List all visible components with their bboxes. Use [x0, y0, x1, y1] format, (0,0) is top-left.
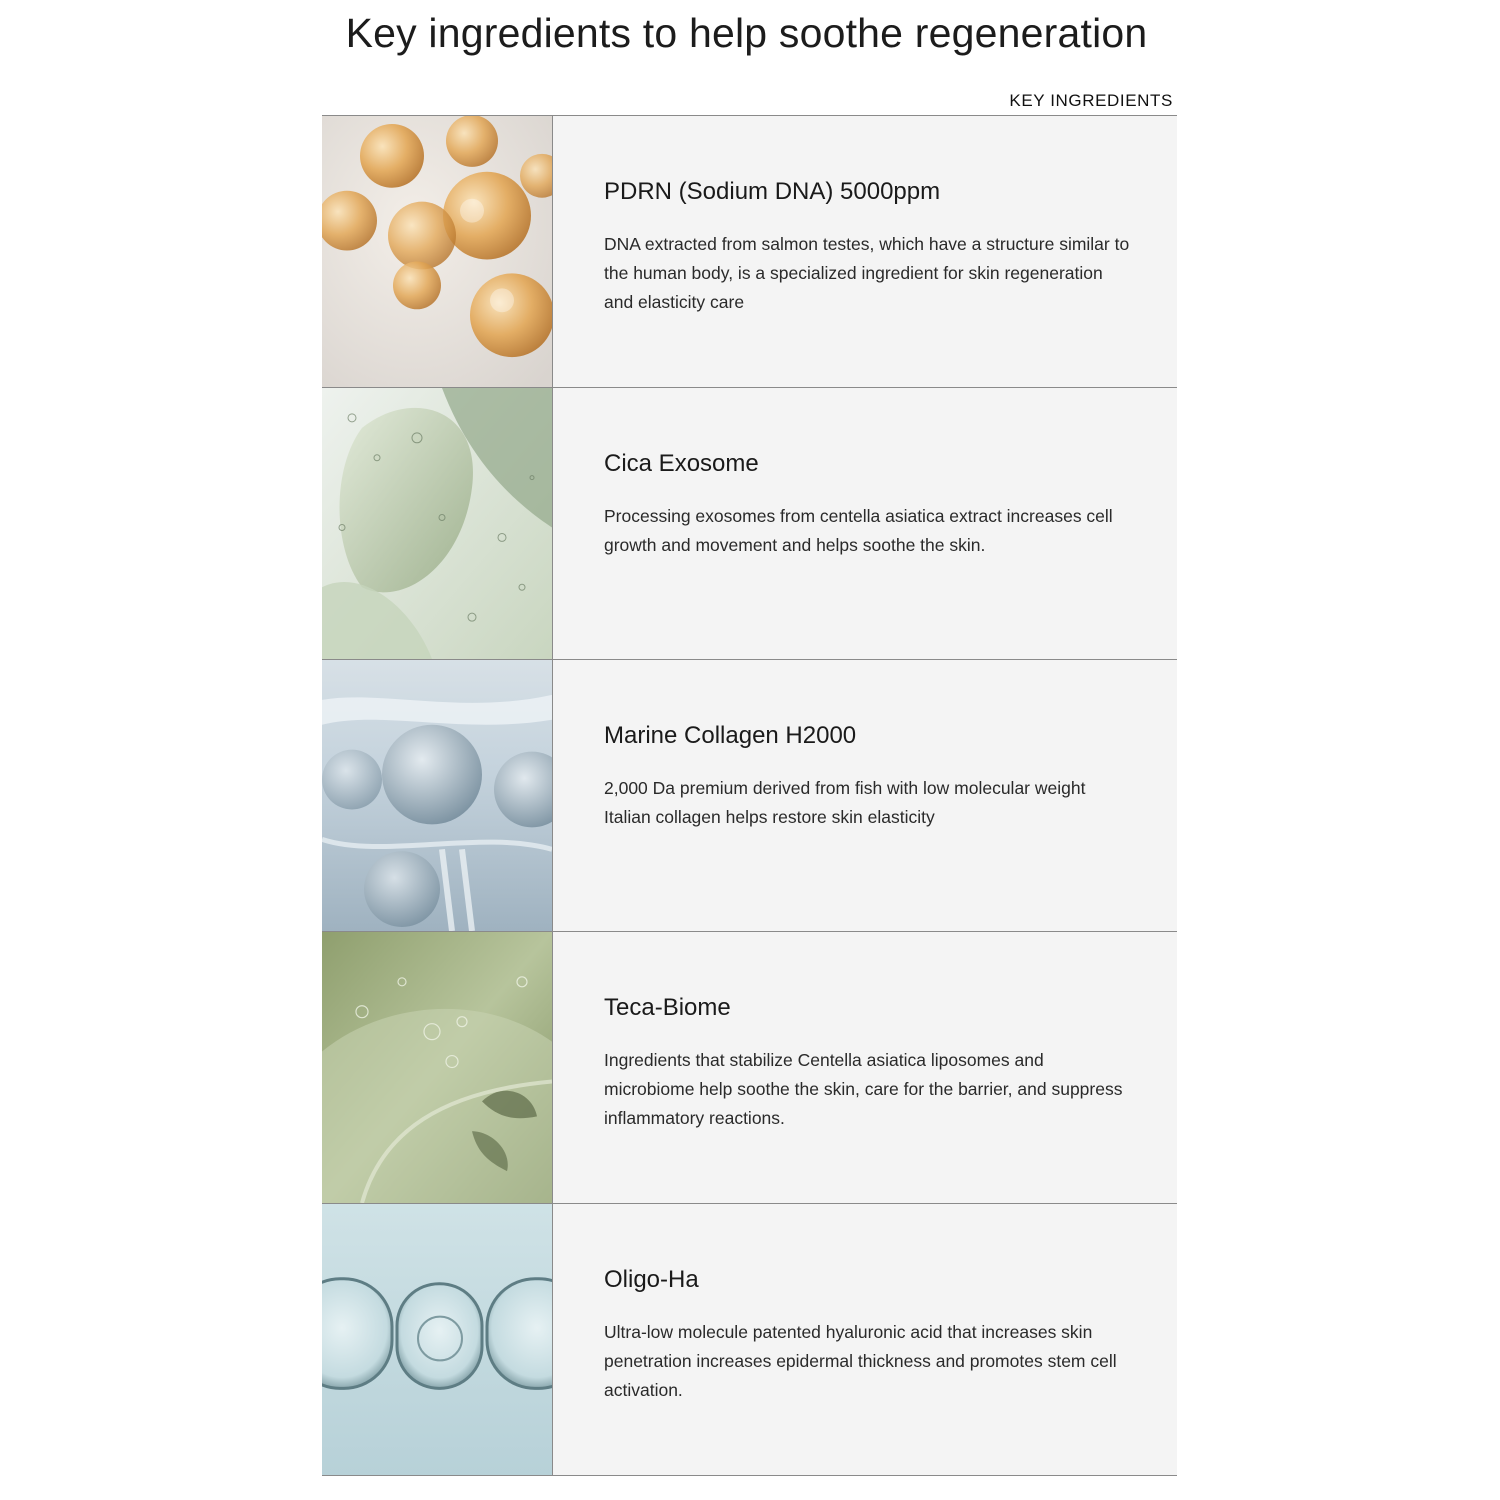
section-label: KEY INGREDIENTS — [1009, 91, 1173, 110]
ingredient-description: DNA extracted from salmon testes, which have a structure similar to the human body, is a specialized ingredient for skin regeneration and elasticity care — [604, 234, 1130, 312]
ingredient-name: Teca-Biome — [604, 994, 731, 1021]
green-leaf-liquid-image — [322, 932, 553, 1203]
ingredient-name: Cica Exosome — [604, 450, 759, 477]
aqua-cell-capsules-image — [322, 1204, 553, 1475]
ingredient-row — [322, 388, 1177, 660]
ingredient-row — [322, 660, 1177, 932]
ingredient-info — [553, 388, 1177, 659]
ingredient-description: 2,000 Da premium derived from fish with low molecular weight Italian collagen helps restore skin elasticity — [604, 778, 1086, 827]
ingredient-info — [553, 660, 1177, 931]
ingredient-row — [322, 932, 1177, 1204]
amber-oil-bubbles-image — [322, 116, 553, 387]
blue-water-spheres-image — [322, 660, 553, 931]
ingredients-table — [322, 115, 1177, 1476]
ingredient-name: Marine Collagen H2000 — [604, 722, 857, 749]
ingredient-name: PDRN (Sodium DNA) 5000ppm — [604, 178, 941, 205]
ingredient-row — [322, 1204, 1177, 1476]
page-title: Key ingredients to help soothe regeneration — [345, 10, 1148, 56]
ingredient-info — [553, 1204, 1177, 1475]
ingredient-description: Ingredients that stabilize Centella asiatica liposomes and microbiome help soothe the skin, care for the barrier, and suppress inflammatory reactions. — [604, 1050, 1123, 1128]
green-gel-bubbles-image — [322, 388, 553, 659]
ingredient-info — [553, 932, 1177, 1203]
ingredient-row — [322, 116, 1177, 388]
ingredient-name: Oligo-Ha — [604, 1266, 699, 1293]
ingredient-description: Ultra-low molecule patented hyaluronic acid that increases skin penetration increases epidermal thickness and promotes stem cell activation. — [604, 1322, 1117, 1400]
ingredient-info — [553, 116, 1177, 387]
ingredient-description: Processing exosomes from centella asiatica extract increases cell growth and movement and helps soothe the skin. — [604, 506, 1113, 555]
